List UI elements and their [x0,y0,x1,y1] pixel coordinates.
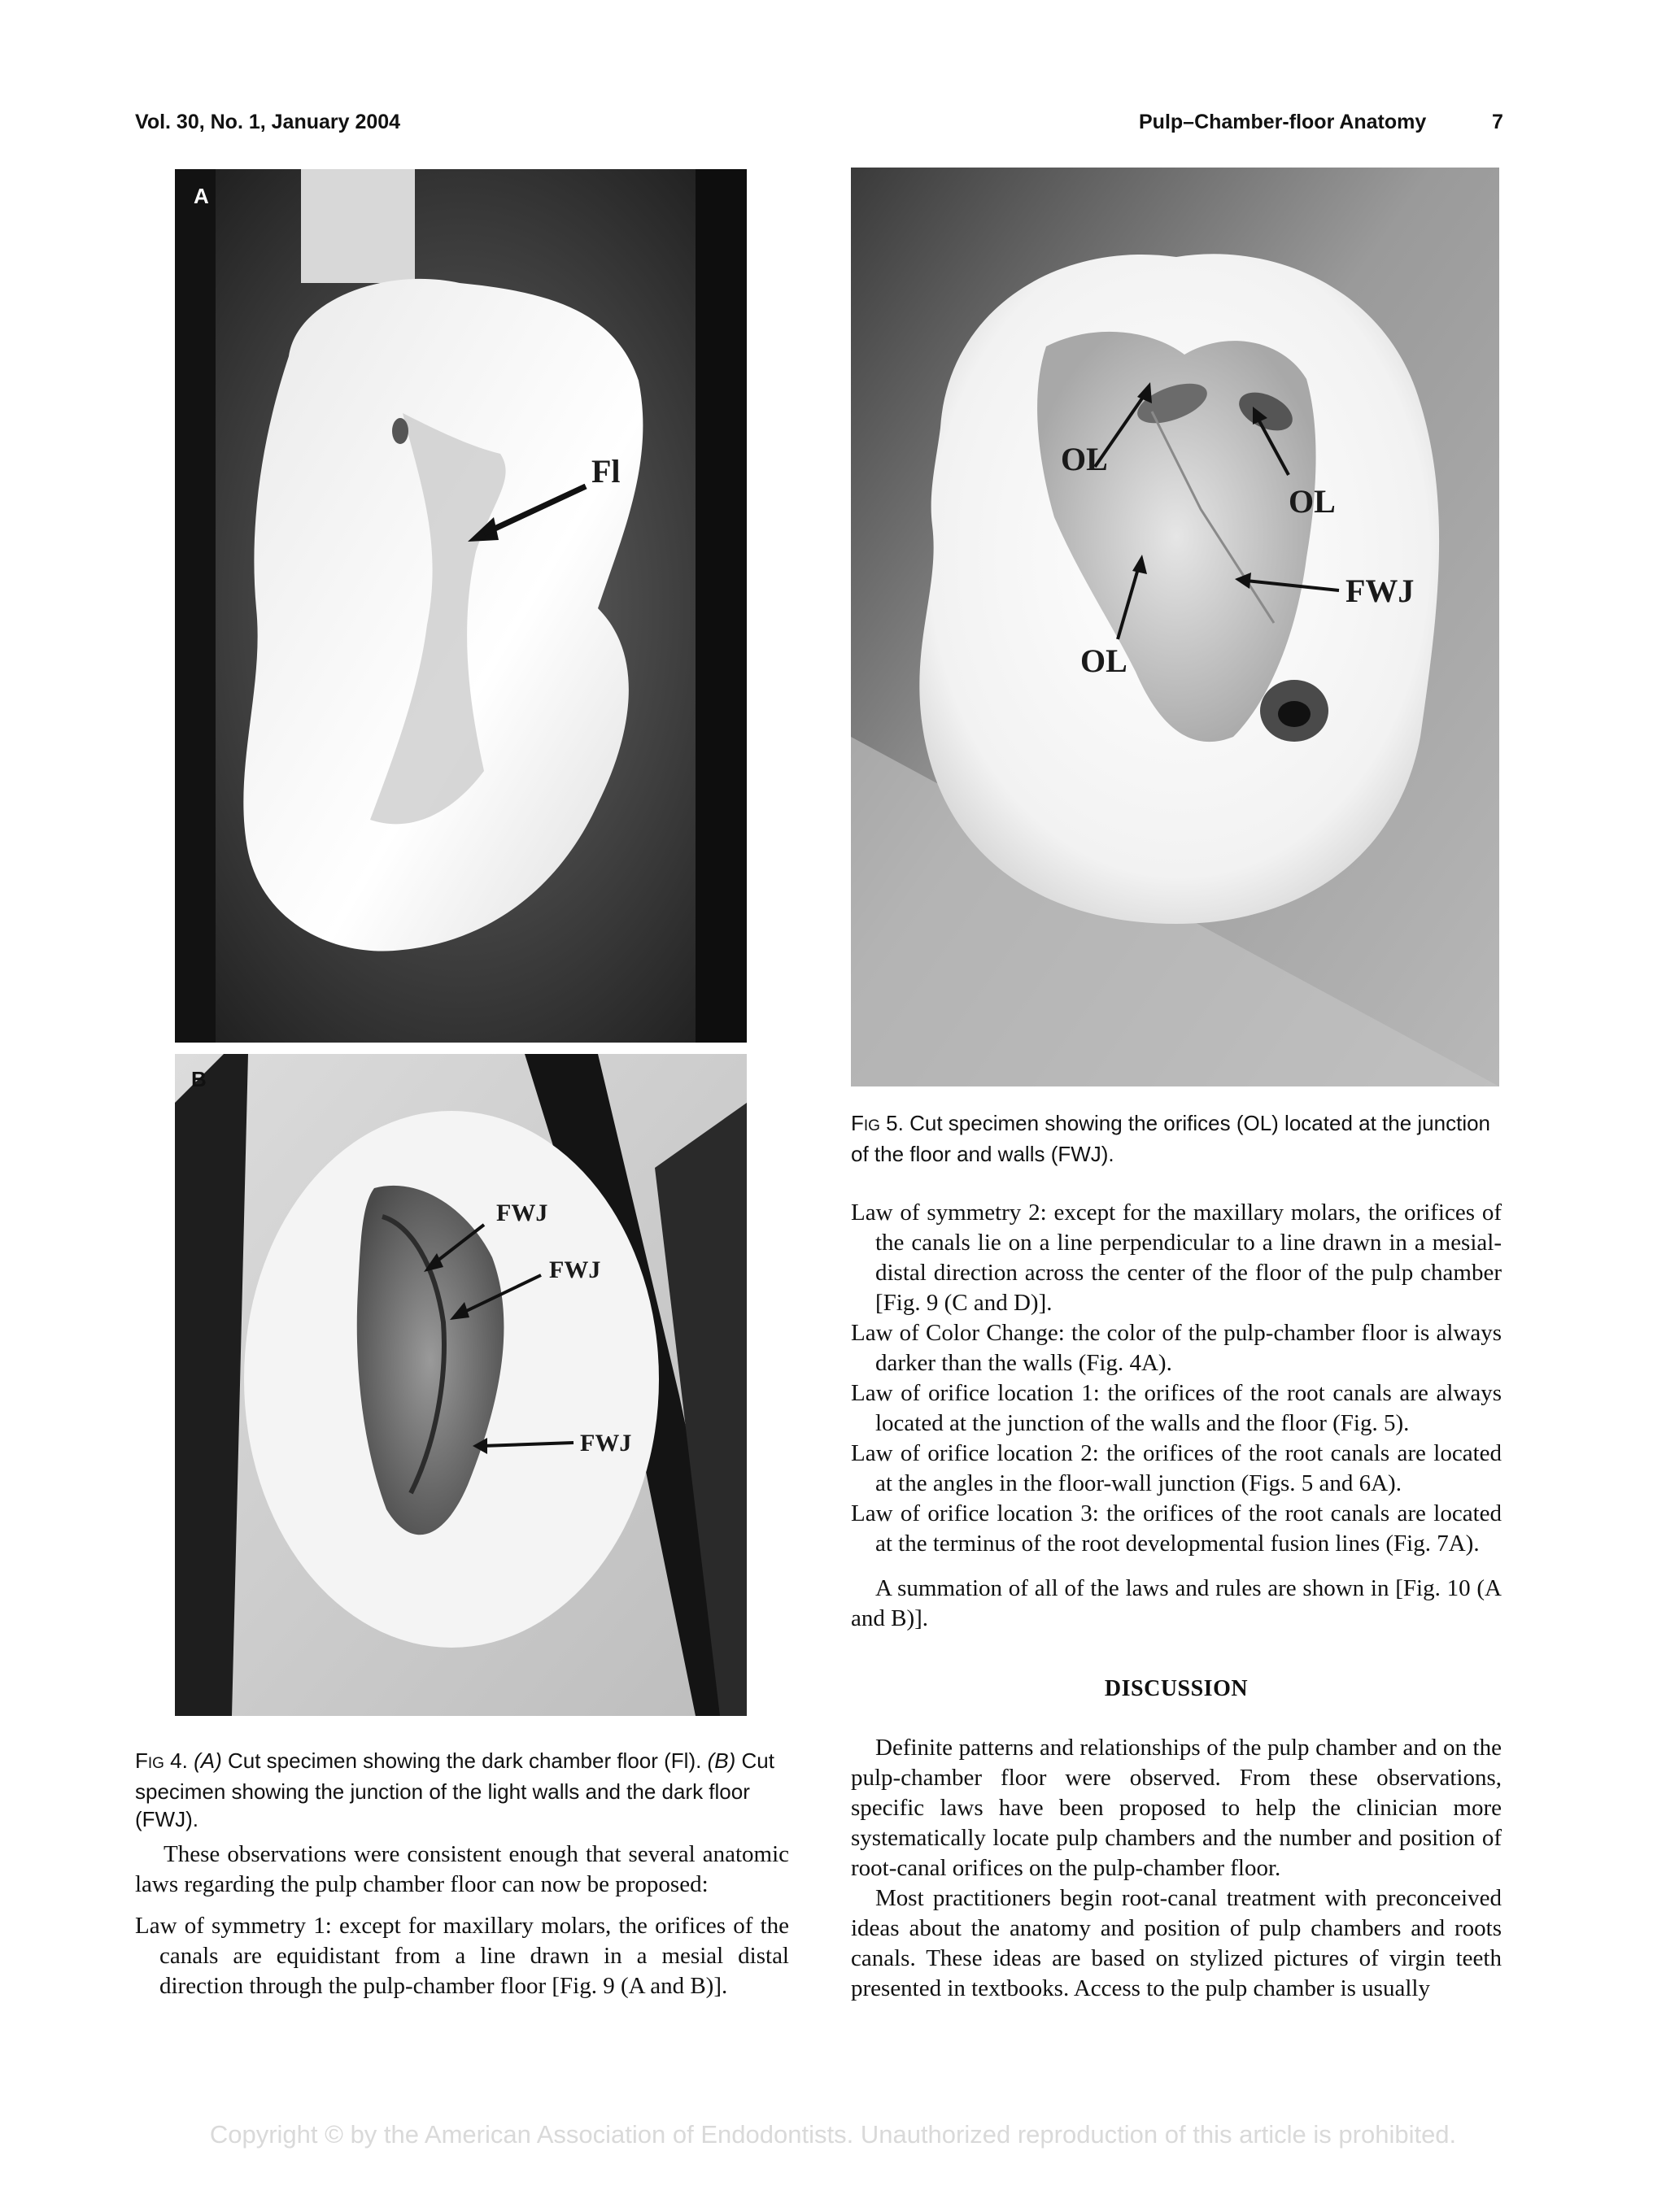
law-symmetry-2: Law of symmetry 2: except for the maxillary molars, the orifices of the canals lie on a line perpendicular to a line drawn in a mesial-distal direction across the center of the floor of the pulp chamber [Fig. 9 (C and D)]. [851,1200,1502,1316]
figure-5-label-fwj: FWJ [1345,573,1415,609]
fig4-prefix-small: IG [147,1755,164,1772]
panel-letter-b: B [191,1067,207,1091]
fig4-prefix-initial: F [135,1748,148,1773]
running-title: Pulp–Chamber-floor Anatomy [1139,111,1427,133]
law-orifice-location-3: Law of orifice location 3: the orifices of the root canals are located at the terminus of the root developmental fusion lines (Fig. 7A). [851,1500,1502,1557]
fig4-part-b-text: Cut specimen showing the junction of the light walls and the dark floor (FWJ). [135,1748,774,1831]
discussion-paragraph-1: Definite patterns and relationships of the pulp chamber and on the pulp-chamber floor were observed. From these observations, specific laws have been proposed to help the clinician more systematically locate pulp chambers and the number and position of root-canal orifices on the pulp-chamber floor. [851,1735,1502,1881]
discussion-heading: DISCUSSION [1104,1676,1249,1701]
intro-paragraph: These observations were consistent enough that several anatomic laws regarding the pulp chamber floor can now be proposed: [135,1841,789,1897]
figure-5-label-ol-2: OL [1289,483,1336,520]
law-orifice-location-2: Law of orifice location 2: the orifices of the root canals are located at the angles in the floor-wall junction (Figs. 5 and 6A). [851,1440,1502,1496]
fig4-part-a-letter: (A) [194,1748,222,1773]
figure-4a-label-fl: Fl [591,453,621,490]
fig5-caption-text: Cut specimen showing the orifices (OL) located at the junction of the floor and walls (FWJ). [851,1111,1491,1166]
law-color-change: Law of Color Change: the color of the pulp-chamber floor is always darker than the walls (Fig. 4A). [851,1320,1502,1376]
figure-4b-label-fwj-3: FWJ [580,1430,632,1457]
right-column-text [851,1198,1502,2004]
fig4-part-a-text: Cut specimen showing the dark chamber floor (Fl). [221,1748,708,1773]
journal-info: Vol. 30, No. 1, January 2004 [135,111,401,133]
figure-4b-label-fwj-2: FWJ [549,1256,601,1283]
law-orifice-location-1: Law of orifice location 1: the orifices of the root canals are always located at the junction of the walls and the floor (Fig. 5). [851,1380,1502,1436]
figure-5-caption [851,1109,1502,1168]
fig4-part-b-letter: (B) [707,1748,736,1773]
figure-4a-photo [175,169,747,1043]
fig5-prefix-small: IG [863,1117,880,1134]
panel-letter-a: A [194,184,209,208]
figure-4b-photo [175,1054,747,1716]
figure-4-caption [135,1747,789,1833]
summation-paragraph: A summation of all of the laws and rules are shown in [Fig. 10 (A and B)]. [851,1575,1502,1631]
figure-4b-label-fwj-1: FWJ [496,1200,548,1226]
discussion-paragraph-2: Most practitioners begin root-canal treatment with preconceived ideas about the anatomy and position of pulp chambers and roots canals. These ideas are based on stylized pictures of virgin teeth presented in textbooks. Access to the pulp chamber is usually [851,1885,1502,2001]
fig4-number: 4. [164,1748,194,1773]
copyright-notice: Copyright © by the American Association of Endodontists. Unauthorized reproduction of this article is prohibited. [209,2120,1457,2149]
fig5-number: 5. [879,1111,910,1135]
left-column-text [135,1840,789,2001]
figure-5-label-ol-1: OL [1061,441,1108,477]
fig5-prefix-initial: F [851,1111,864,1135]
page-number: 7 [1492,111,1503,133]
figure-5-photo [851,168,1499,1086]
figure-5-label-ol-3: OL [1080,642,1127,679]
law-symmetry-1: Law of symmetry 1: except for maxillary molars, the orifices of the canals are equidistant from a line drawn in a mesial distal direction through the pulp-chamber floor [Fig. 9 (A and B)]. [135,1913,789,1999]
